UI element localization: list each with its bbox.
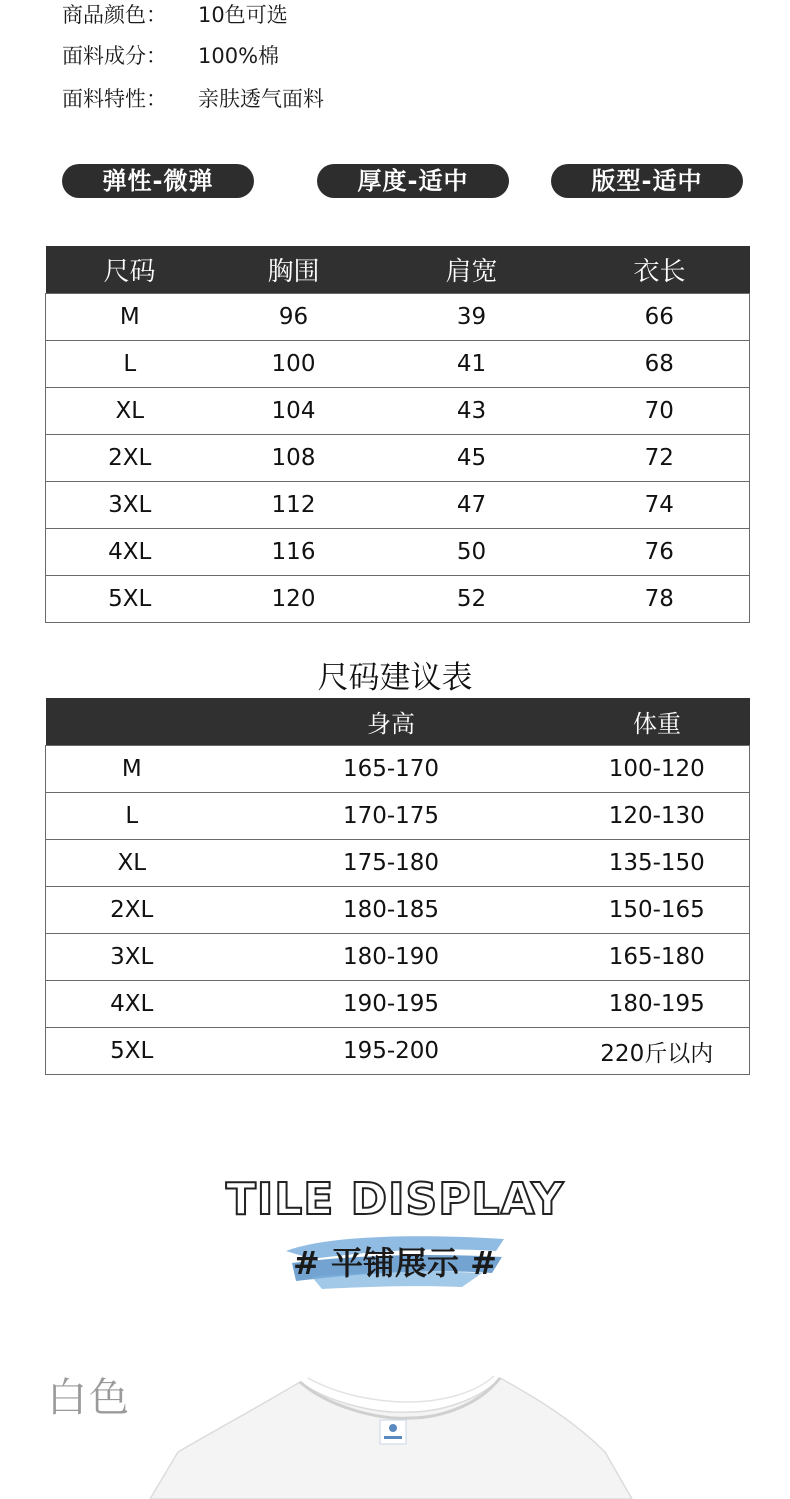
cell-size: 5XL (46, 1028, 218, 1075)
cell-chest: 112 (214, 482, 374, 529)
cell-size: M (46, 294, 214, 341)
cell-size: 4XL (46, 529, 214, 576)
cell-size: L (46, 793, 218, 840)
cell-size: XL (46, 388, 214, 435)
table-row (46, 840, 750, 887)
table-row (46, 981, 750, 1028)
cell-chest: 96 (214, 294, 374, 341)
cell-height: 190-195 (218, 981, 565, 1028)
cell-size: 5XL (46, 576, 214, 623)
table-row (46, 746, 750, 793)
info-label: 商品颜色： (62, 3, 167, 27)
table-row (46, 294, 750, 341)
cell-height: 175-180 (218, 840, 565, 887)
cell-shoulder: 45 (374, 435, 570, 482)
cell-weight: 100-120 (565, 746, 750, 793)
cell-weight: 135-150 (565, 840, 750, 887)
cell-chest: 116 (214, 529, 374, 576)
cell-weight: 165-180 (565, 934, 750, 981)
cell-shoulder: 43 (374, 388, 570, 435)
table-header-row (46, 246, 750, 294)
cell-size: 3XL (46, 934, 218, 981)
table-row (46, 435, 750, 482)
cell-shoulder: 50 (374, 529, 570, 576)
header-height: 身高 (218, 698, 565, 746)
cell-size: 2XL (46, 887, 218, 934)
cell-weight: 220斤以内 (565, 1028, 750, 1075)
cell-height: 165-170 (218, 746, 565, 793)
cell-size: 4XL (46, 981, 218, 1028)
info-value: 100%棉 (198, 44, 280, 68)
cell-size: 3XL (46, 482, 214, 529)
cell-length: 66 (570, 294, 750, 341)
cell-chest: 104 (214, 388, 374, 435)
tile-display-subtitle: # 平铺展示 # (293, 1244, 497, 1282)
info-row-color (62, 0, 288, 30)
cell-length: 78 (570, 576, 750, 623)
size-table (45, 246, 750, 623)
table-row (46, 388, 750, 435)
table-row (46, 576, 750, 623)
cell-shoulder: 47 (374, 482, 570, 529)
cell-length: 72 (570, 435, 750, 482)
table-row (46, 1028, 750, 1075)
cell-size: L (46, 341, 214, 388)
header-chest: 胸围 (214, 246, 374, 294)
info-label: 面料特性： (62, 87, 167, 111)
cell-weight: 150-165 (565, 887, 750, 934)
pill-fit: 版型-适中 (551, 164, 743, 198)
table-row (46, 529, 750, 576)
table-header-row (46, 698, 750, 746)
cell-shoulder: 39 (374, 294, 570, 341)
cell-size: M (46, 746, 218, 793)
header-size (46, 698, 218, 746)
recommend-table (45, 698, 750, 1075)
info-row-feature (62, 84, 324, 114)
cell-size: 2XL (46, 435, 214, 482)
cell-length: 74 (570, 482, 750, 529)
cell-length: 68 (570, 341, 750, 388)
cell-weight: 180-195 (565, 981, 750, 1028)
header-length: 衣长 (570, 246, 750, 294)
table-row (46, 934, 750, 981)
cell-length: 70 (570, 388, 750, 435)
tile-display-title: TILE DISPLAY (225, 1174, 565, 1225)
table-row (46, 887, 750, 934)
header-size: 尺码 (46, 246, 214, 294)
header-shoulder: 肩宽 (374, 246, 570, 294)
header-weight: 体重 (565, 698, 750, 746)
table-row (46, 482, 750, 529)
cell-size: XL (46, 840, 218, 887)
cell-shoulder: 41 (374, 341, 570, 388)
cell-chest: 120 (214, 576, 374, 623)
recommend-title: 尺码建议表 (317, 660, 473, 696)
table-row (46, 793, 750, 840)
cell-height: 195-200 (218, 1028, 565, 1075)
table-row (46, 341, 750, 388)
cell-chest: 108 (214, 435, 374, 482)
cell-shoulder: 52 (374, 576, 570, 623)
info-value: 10色可选 (198, 3, 288, 27)
color-label: 白色 (47, 1375, 131, 1421)
cell-height: 170-175 (218, 793, 565, 840)
info-row-material (62, 41, 279, 71)
pill-elasticity: 弹性-微弹 (62, 164, 254, 198)
cell-height: 180-190 (218, 934, 565, 981)
pill-thickness: 厚度-适中 (317, 164, 509, 198)
cell-height: 180-185 (218, 887, 565, 934)
cell-chest: 100 (214, 341, 374, 388)
cell-weight: 120-130 (565, 793, 750, 840)
info-label: 面料成分： (62, 44, 167, 68)
cell-length: 76 (570, 529, 750, 576)
info-value: 亲肤透气面料 (198, 87, 324, 111)
